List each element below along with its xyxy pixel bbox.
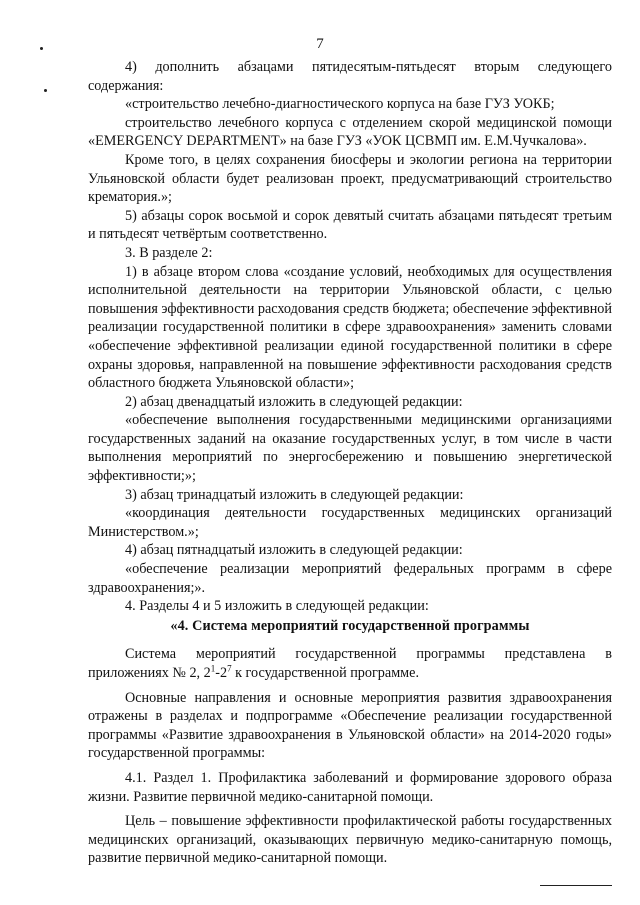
paragraph: 4. Разделы 4 и 5 изложить в следующей редакции: (125, 598, 429, 615)
text-run: -2 (215, 665, 228, 681)
paragraph: 2) абзац двенадцатый изложить в следующей редакции: (125, 393, 463, 410)
paragraph: 4) дополнить абзацами пятидесятым-пятьдесят вторым следующего содержания: (88, 59, 612, 94)
section-heading: «4. Система мероприятий государственной программы (170, 617, 530, 634)
page-number: 7 (316, 36, 324, 52)
bottom-rule (540, 885, 612, 886)
paragraph: 4) абзац пятнадцатый изложить в следующей редакции: (125, 542, 463, 559)
paragraph: строительство лечебного корпуса с отделением скорой медицинской помощи «EMERGENCY DEPARTMENT» на базе ГУЗ «УОК ЦСВМП им. Е.М.Чучкалова». (88, 114, 612, 150)
paragraph: 1) в абзаце втором слова «создание условий, необходимых для осуществления исполнительной деятельности на территории Ульяновской области, с целью повышения эффективности расходования средств бюджета; обеспечение эффективной реализации государственной политики в сфере здравоохранения» заменить словами «обеспечение эффективной реализации единой государственной политики в сфере охраны здоровья, направленной на повышение эффективности расходования средств областного бюджета Ульяновской области»; (88, 263, 612, 392)
paragraph: 3) абзац тринадцатый изложить в следующей редакции: (125, 486, 464, 503)
document-body (88, 58, 612, 868)
text-run: Система мероприятий государственной программы представлена в приложениях № 2, 2 (88, 646, 612, 681)
paragraph: «обеспечение реализации мероприятий федеральных программ в сфере здравоохранения;». (88, 561, 612, 596)
paragraph: Цель – повышение эффективности профилактической работы государственных медицинских организаций, оказывающих первичную медико-санитарную помощь, развитие первичной медико-санитарной помощи. (88, 813, 612, 867)
paragraph: Кроме того, в целях сохранения биосферы и экологии региона на территории Ульяновской области будет реализован проект, предусматривающий строительство крематория.»; (88, 151, 612, 206)
scan-mark (44, 89, 47, 92)
paragraph: 3. В разделе 2: (125, 244, 213, 261)
superscript: 1 (210, 663, 216, 674)
paragraph: Основные направления и основные мероприятия развития здравоохранения отражены в разделах и подпрограмме «Обеспечение реализации государственной программы «Развитие здравоохранения в Ульяновской области» на 2014-2020 годы» государственной программы: (88, 689, 612, 762)
paragraph: 4.1. Раздел 1. Профилактика заболеваний и формирование здорового образа жизни. Развитие первичной медико-санитарной помощи. (88, 769, 612, 805)
paragraph: «строительство лечебно-диагностического корпуса на базе ГУЗ УОКБ; (125, 96, 555, 113)
paragraph-system (88, 645, 612, 682)
paragraph: «обеспечение выполнения государственными медицинскими организациями государственных заданий на оказание государственных услуг, в том числе в части выполнения мероприятий по энергосбережению и повышению энергетической эффективности;»; (88, 412, 612, 485)
paragraph: 5) абзацы сорок восьмой и сорок девятый считать абзацами пятьдесят третьим и пятьдесят четвёртым соответственно. (88, 207, 612, 243)
text-run: к государственной программе. (231, 665, 419, 681)
superscript: 7 (227, 663, 232, 674)
paragraph: «координация деятельности государственных медицинских организаций Министерством.»; (88, 505, 612, 540)
